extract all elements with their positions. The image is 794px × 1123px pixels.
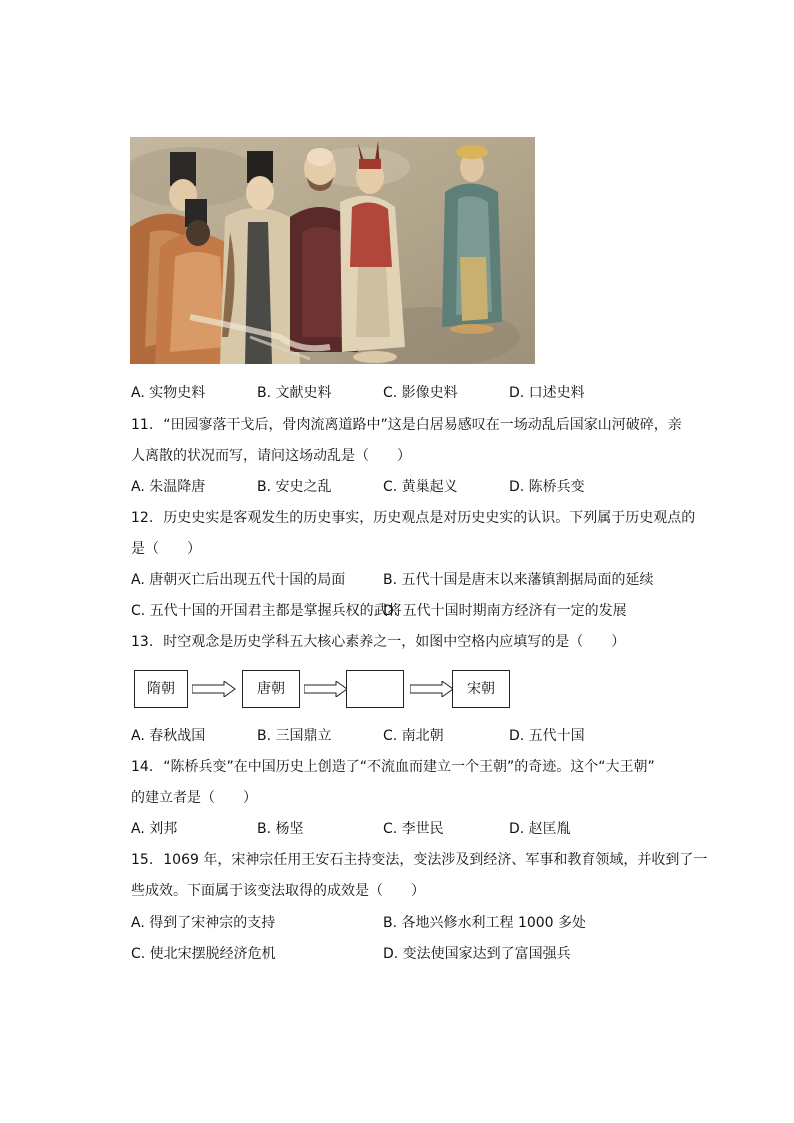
q12-stem-text1: 历史史实是客观发生的历史事实，历史观点是对历史史实的认识。下列属于历史观点的 — [163, 510, 696, 526]
q15-number: 15. — [131, 852, 154, 868]
q12-options-row1 — [131, 570, 691, 590]
q15-stem-line1 — [131, 850, 708, 870]
q10-option-a[interactable]: A. 实物史料 — [131, 385, 206, 401]
q11-stem-text1: “田园寥落干戈后，骨肉流离道路中”这是白居易感叹在一场动乱后国家山河破碎，亲 — [163, 417, 682, 433]
q11-option-d[interactable]: D. 陈桥兵变 — [509, 479, 585, 495]
q11-option-b[interactable]: B. 安史之乱 — [257, 479, 332, 495]
q10-options — [131, 383, 691, 403]
q14-stem-text1: “陈桥兵变”在中国历史上创造了“不流血而建立一个王朝”的奇迹。这个“大王朝” — [163, 759, 655, 775]
q12-option-a[interactable]: A. 唐朝灭亡后出现五代十国的局面 — [131, 572, 346, 588]
flow-arrow-2 — [304, 681, 348, 697]
q15-option-a[interactable]: A. 得到了宋神宗的支持 — [131, 915, 276, 931]
q13-option-d[interactable]: D. 五代十国 — [509, 728, 585, 744]
q10-option-c[interactable]: C. 影像史料 — [383, 385, 458, 401]
q10-option-d[interactable]: D. 口述史料 — [509, 385, 585, 401]
q13-number: 13. — [131, 634, 154, 650]
q12-stem-line2: 是（ ） — [131, 541, 201, 557]
flow-box-sui: 隋朝 — [134, 670, 188, 708]
q12-stem-line1 — [131, 508, 696, 528]
mural-illustration — [130, 137, 535, 364]
q15-stem-line2: 些成效。下面属于该变法取得的成效是（ ） — [131, 883, 425, 899]
q15-option-d[interactable]: D. 变法使国家达到了富国强兵 — [383, 946, 571, 962]
flow-box-song: 宋朝 — [452, 670, 510, 708]
mural-image — [130, 137, 535, 364]
q14-option-b[interactable]: B. 杨坚 — [257, 821, 304, 837]
q10-option-b[interactable]: B. 文献史料 — [257, 385, 332, 401]
q15-option-c[interactable]: C. 使北宋摆脱经济危机 — [131, 946, 276, 962]
q15-options-row1 — [131, 913, 691, 933]
q14-options — [131, 819, 691, 839]
q15-stem-text1: 1069 年，宋神宗任用王安石主持变法，变法涉及到经济、军事和教育领域，并收到了一 — [163, 852, 708, 868]
q13-option-b[interactable]: B. 三国鼎立 — [257, 728, 332, 744]
q14-stem-line2: 的建立者是（ ） — [131, 790, 257, 806]
q13-option-c[interactable]: C. 南北朝 — [383, 728, 444, 744]
q14-option-a[interactable]: A. 刘邦 — [131, 821, 178, 837]
flow-box-tang: 唐朝 — [242, 670, 300, 708]
flow-arrow-3 — [410, 681, 454, 697]
q15-option-b[interactable]: B. 各地兴修水利工程 1000 多处 — [383, 915, 587, 931]
q12-option-b[interactable]: B. 五代十国是唐末以来藩镇割据局面的延续 — [383, 572, 654, 588]
q14-number: 14. — [131, 759, 154, 775]
q12-option-c[interactable]: C. 五代十国的开国君主都是掌握兵权的武将 — [131, 603, 402, 619]
q15-options-row2 — [131, 944, 691, 964]
q11-options — [131, 477, 691, 497]
q14-option-c[interactable]: C. 李世民 — [383, 821, 444, 837]
q13-stem-text1: 时空观念是历史学科五大核心素养之一，如图中空格内应填写的是（ ） — [163, 634, 626, 650]
q11-stem-line1 — [131, 415, 691, 435]
q13-options — [131, 726, 691, 746]
q12-option-d[interactable]: D. 五代十国时期南方经济有一定的发展 — [383, 603, 627, 619]
flow-arrow-1 — [192, 681, 236, 697]
q14-stem-line1 — [131, 757, 691, 777]
q11-option-c[interactable]: C. 黄巢起义 — [383, 479, 458, 495]
q14-option-d[interactable]: D. 赵匡胤 — [509, 821, 571, 837]
q12-number: 12. — [131, 510, 154, 526]
flow-box-blank[interactable] — [346, 670, 404, 708]
q11-option-a[interactable]: A. 朱温降唐 — [131, 479, 206, 495]
q11-stem-line2: 人离散的状况而写，请问这场动乱是（ ） — [131, 448, 411, 464]
q12-options-row2 — [131, 601, 691, 621]
q13-option-a[interactable]: A. 春秋战国 — [131, 728, 206, 744]
q11-number: 11. — [131, 417, 154, 433]
q13-stem-line1 — [131, 632, 691, 652]
dynasty-flow-diagram — [134, 670, 534, 708]
